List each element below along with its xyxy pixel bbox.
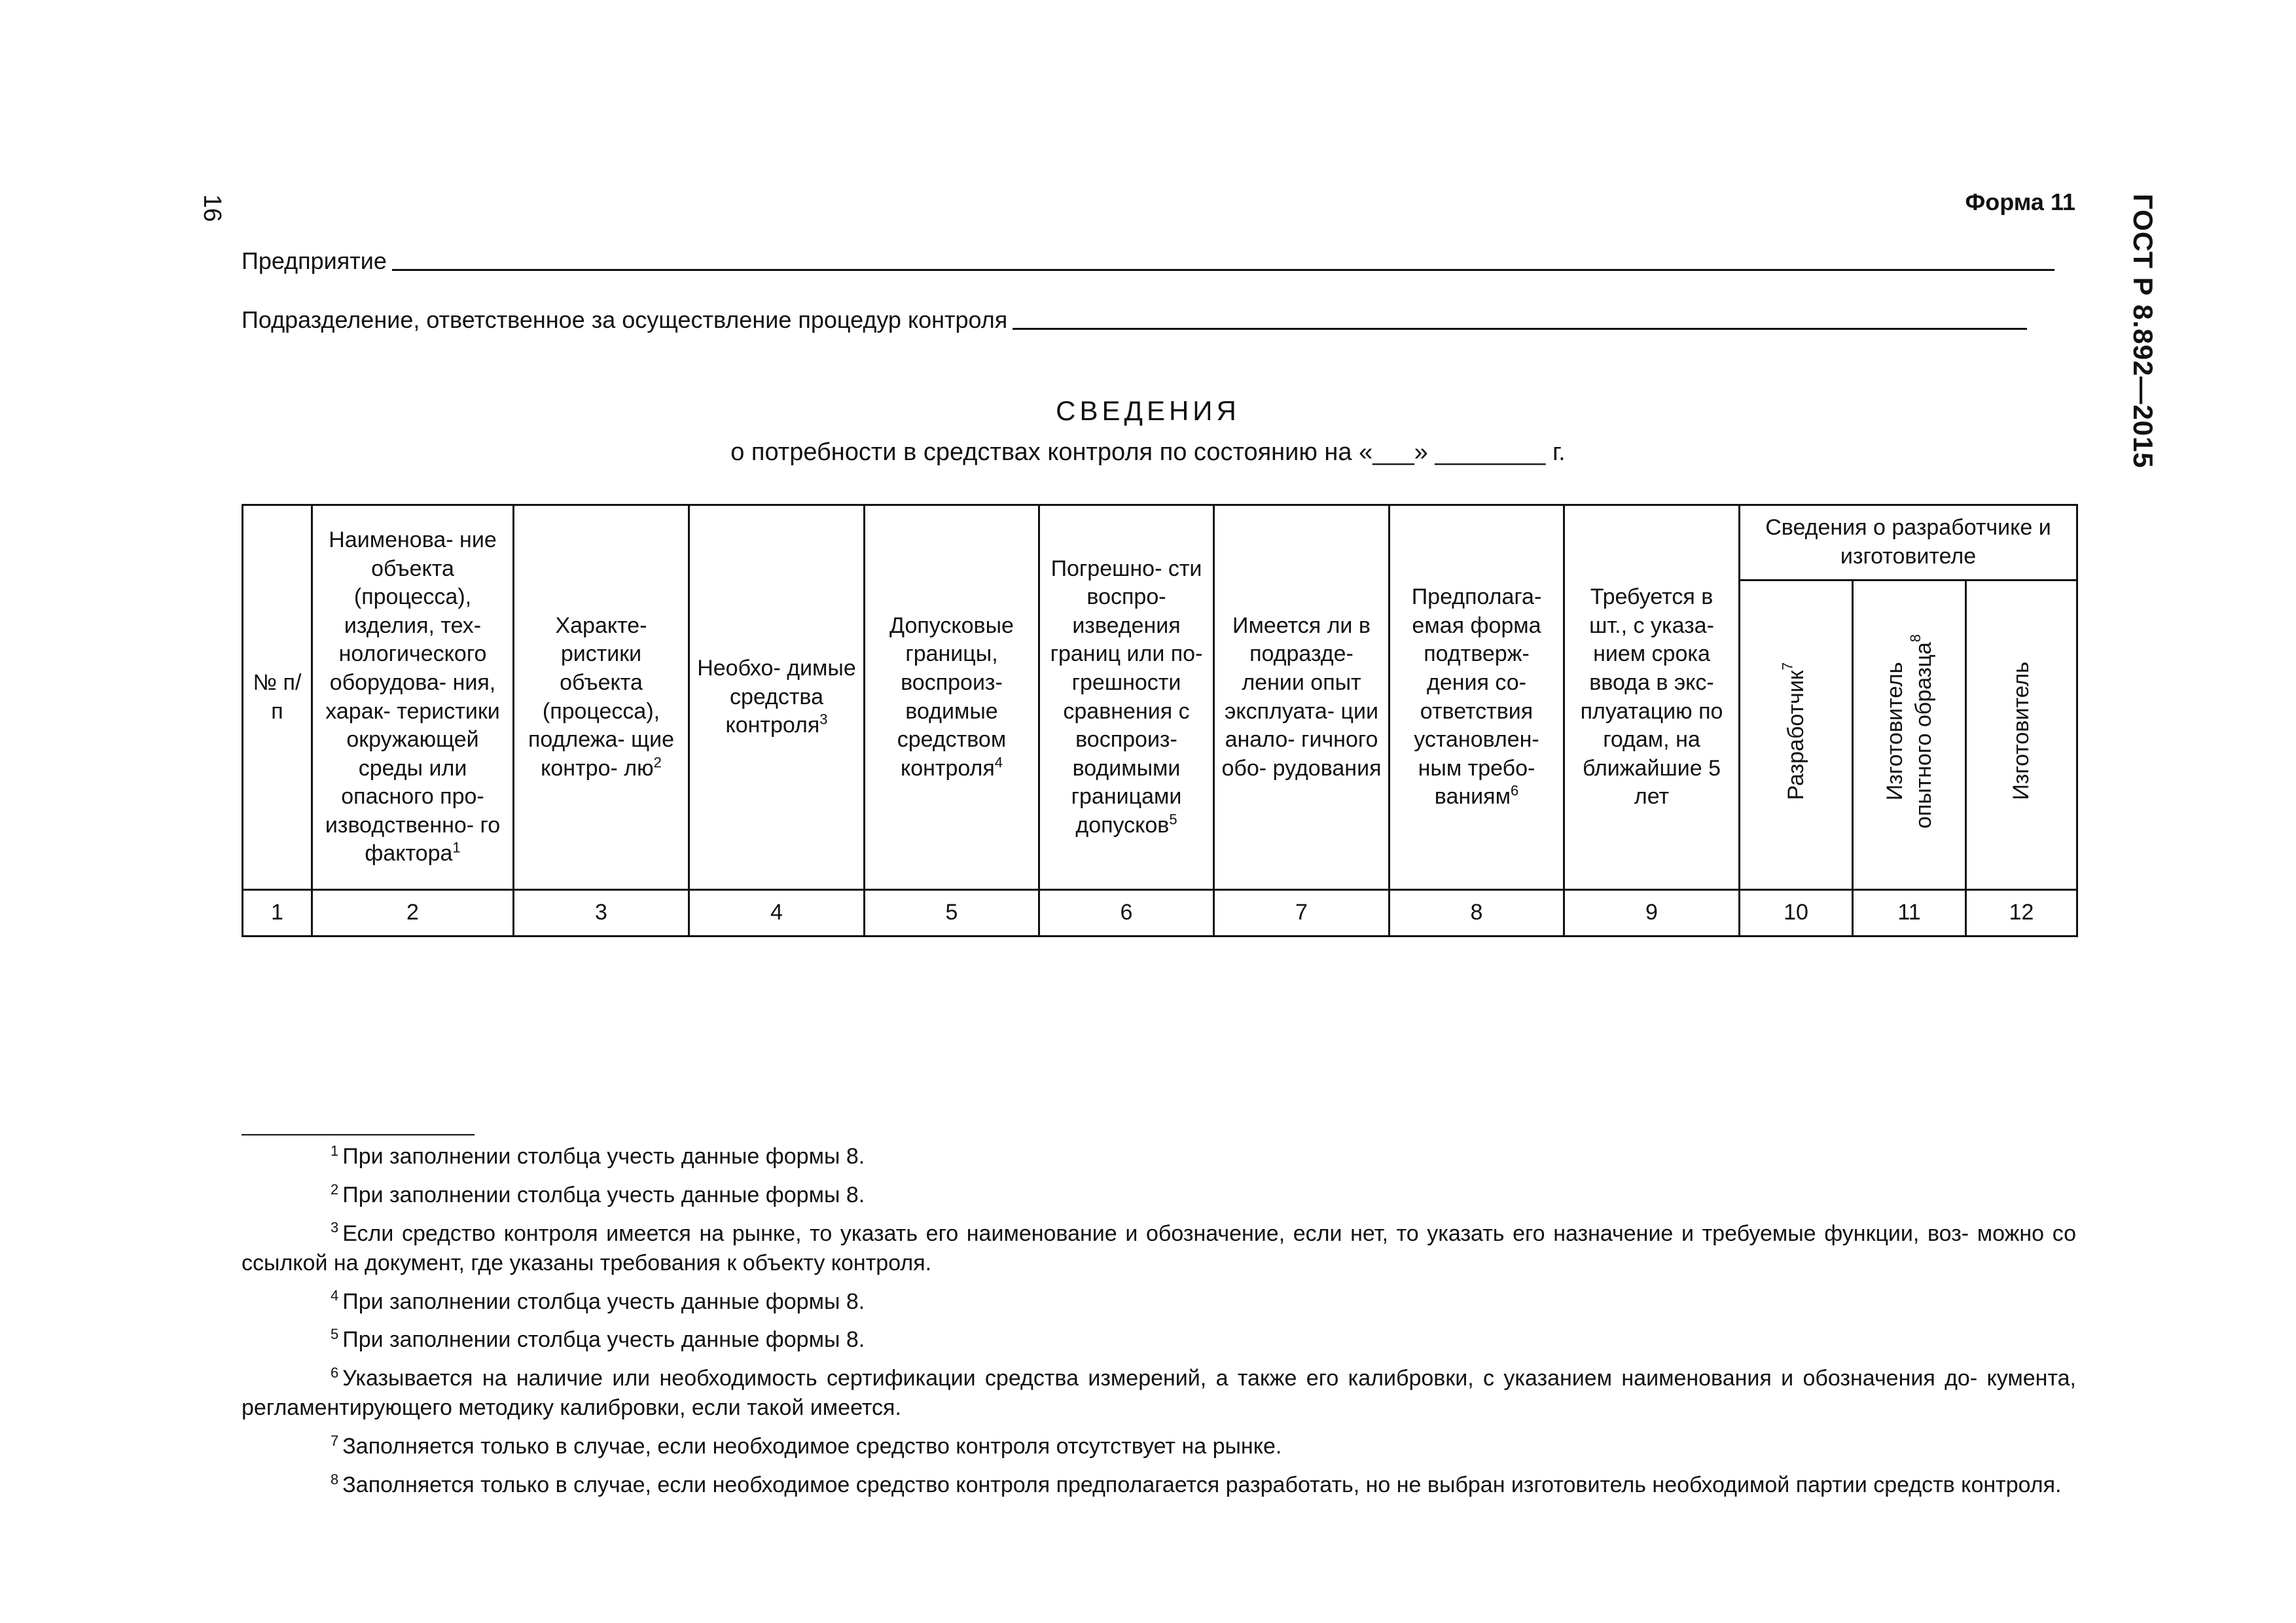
header-col-4: Необхо- димые средства контроля$^3$ — [689, 505, 865, 890]
footnote-8: $^8$ Заполняется только в случае, если необходимое средство контроля предполагается разработать, но не выбран изготовитель необходимой партии средств контроля. — [331, 1471, 2062, 1497]
footnote-1: $^1$ При заполнении столбца учесть данные формы 8. — [331, 1142, 865, 1169]
header-group-developer: Сведения о разработчике и изготовителе — [1740, 505, 2077, 580]
footnote-6: $^6$ Указывается на наличие или необходимость сертификации средства измерений, а также его калибровки, с указанием наименования и обозначения до- кумента, регламентирующего методику калибровки, если такой имеется. — [242, 1364, 2076, 1421]
footnotes — [242, 1135, 2076, 1500]
header-col-5: Допусковые границы, воспроиз- водимые средством контроля$^4$ — [865, 505, 1039, 890]
column-number: 8 — [1390, 890, 1564, 936]
enterprise-input-line[interactable] — [392, 269, 2054, 271]
column-number: 6 — [1039, 890, 1214, 936]
header-col-8: Предполага- емая форма подтверж- дения со- ответствия установлен- ным требо- ваниям$^6$ — [1390, 505, 1564, 890]
header-col-3: Характе- ристики объекта (процесса), подлежа- щие контро- $лю^2$ — [514, 505, 689, 890]
column-number: 12 — [1966, 890, 2077, 936]
enterprise-field — [242, 247, 2054, 275]
page-number: 16 — [198, 194, 226, 223]
footnote-4: $^4$ При заполнении столбца учесть данные формы 8. — [331, 1287, 865, 1314]
header-col-2: Наименова- ние объекта (процесса), изделия, тех- нологического оборудова- ния, харак- теристики окружающей среды или опасного про- изводственно- го фактора$^1$ — [312, 505, 514, 890]
header-col-12: Изготовитель — [1966, 580, 2077, 890]
header-col-9: Требуется в шт., с указа- нием срока ввода в экс- плуатацию по годам, на ближайшие 5 лет — [1564, 505, 1740, 890]
column-number: 9 — [1564, 890, 1740, 936]
header-col-6: Погрешно- сти воспро- изведения границ или по- грешности сравнения с воспроиз- водимыми границами допусков$^5$ — [1039, 505, 1214, 890]
header-col-1: № п/п — [243, 505, 312, 890]
footnote-3: $^3$ Если средство контроля имеется на рынке, то указать его наименование и обозначение, если нет, то указать его назначение и требуемые функции, воз- можно со ссылкой на документ, где указаны требования к объекту контроля. — [242, 1219, 2076, 1275]
requirements-table — [242, 504, 2076, 937]
document-code: ГОСТ Р 8.892—2015 — [2128, 194, 2159, 469]
column-number: 7 — [1214, 890, 1390, 936]
footnote-7: $^7$ Заполняется только в случае, если необходимое средство контроля отсутствует на рынке. — [331, 1432, 1282, 1459]
column-number: 5 — [865, 890, 1039, 936]
division-field — [242, 306, 2027, 334]
form-title: СВЕДЕНИЯ — [1056, 395, 1240, 426]
header-col-10: Разработчик$^7$ — [1740, 580, 1853, 890]
division-label: Подразделение, ответственное за осуществление процедур контроля — [242, 306, 1008, 333]
enterprise-label: Предприятие — [242, 247, 387, 274]
header-col-11: Изготовитель опытного образца$^8$ — [1853, 580, 1966, 890]
column-number: 1 — [243, 890, 312, 936]
footnote-2: $^2$ При заполнении столбца учесть данные формы 8. — [331, 1181, 865, 1207]
column-number: 3 — [514, 890, 689, 936]
column-number: 11 — [1853, 890, 1966, 936]
footnote-5: $^5$ При заполнении столбца учесть данные формы 8. — [331, 1326, 865, 1353]
column-number: 10 — [1740, 890, 1853, 936]
form-label: Форма 11 — [1965, 188, 2075, 215]
column-number: 2 — [312, 890, 514, 936]
column-number-row — [243, 890, 2077, 936]
division-input-line[interactable] — [1013, 328, 2027, 330]
header-col-7: Имеется ли в подразде- лении опыт эксплуата- ции анало- гичного обо- рудования — [1214, 505, 1390, 890]
form-subtitle: о потребности в средствах контроля по состоянию на «___» ________ г. — [730, 438, 1566, 466]
column-number: 4 — [689, 890, 865, 936]
